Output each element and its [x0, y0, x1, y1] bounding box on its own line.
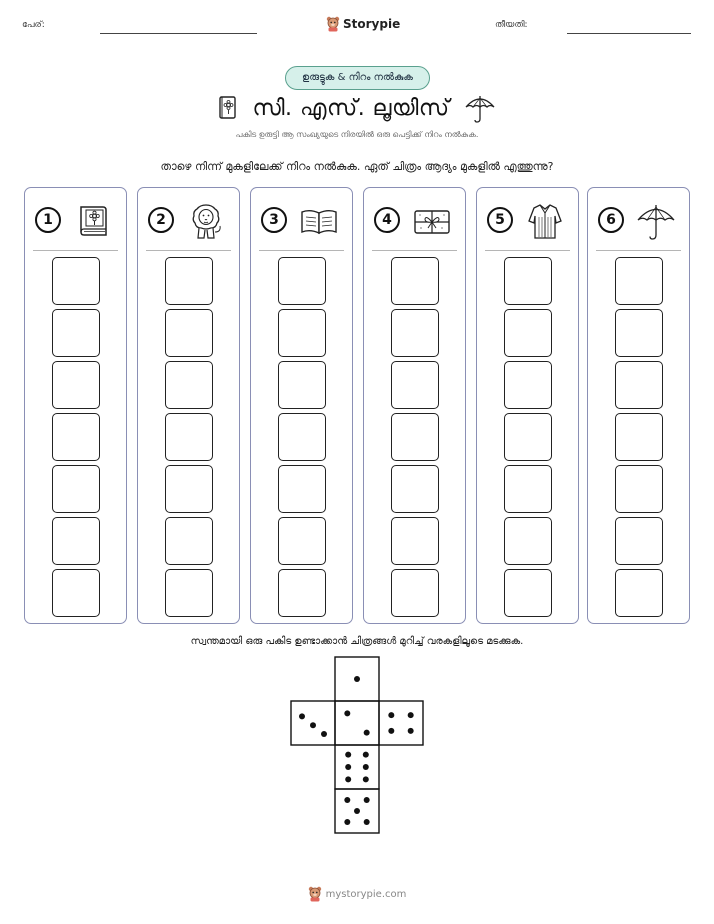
color-box[interactable]	[52, 569, 100, 617]
roll-columns	[24, 187, 690, 624]
color-box[interactable]	[615, 309, 663, 357]
umbrella-icon	[464, 93, 496, 123]
book-icon	[73, 201, 113, 241]
color-box[interactable]	[278, 257, 326, 305]
lion-icon	[186, 201, 226, 241]
color-box[interactable]	[52, 257, 100, 305]
color-box[interactable]	[391, 413, 439, 461]
color-box[interactable]	[391, 517, 439, 565]
column-header	[25, 188, 126, 248]
color-box[interactable]	[615, 569, 663, 617]
footer-url: mystorypie.com	[325, 888, 407, 900]
color-box[interactable]	[504, 569, 552, 617]
die-pip	[363, 752, 369, 758]
name-label: പേര്:	[22, 20, 45, 30]
color-box[interactable]	[391, 309, 439, 357]
color-box[interactable]	[165, 413, 213, 461]
column-divider	[33, 250, 118, 251]
color-box[interactable]	[504, 309, 552, 357]
die-face	[335, 745, 379, 789]
gift-icon	[412, 201, 452, 241]
color-box[interactable]	[615, 465, 663, 513]
title-row	[0, 92, 714, 124]
brand-name: Storypie	[343, 17, 401, 31]
die-pip	[364, 730, 370, 736]
column-divider	[259, 250, 344, 251]
column-5	[476, 187, 579, 624]
column-divider	[485, 250, 570, 251]
color-box[interactable]	[52, 517, 100, 565]
column-number: 1	[35, 207, 61, 233]
die-pip	[299, 713, 305, 719]
die-pip	[344, 797, 350, 803]
color-box[interactable]	[52, 465, 100, 513]
die-pip	[408, 728, 414, 734]
die-face	[291, 701, 335, 745]
die-face	[379, 701, 423, 745]
color-box[interactable]	[165, 465, 213, 513]
die-face	[335, 701, 379, 745]
column-header	[477, 188, 578, 248]
die-pip	[310, 722, 316, 728]
color-box[interactable]	[165, 569, 213, 617]
brand-logo	[326, 14, 400, 34]
column-number: 5	[487, 207, 513, 233]
die-pip	[364, 797, 370, 803]
die-pip	[344, 819, 350, 825]
color-box[interactable]	[615, 413, 663, 461]
die-pip	[345, 776, 351, 782]
color-box[interactable]	[615, 257, 663, 305]
die-pip	[354, 676, 360, 682]
column-number: 4	[374, 207, 400, 233]
die-pip	[363, 776, 369, 782]
die-net-instruction: സ്വന്തമായി ഒരു പകിട ഉണ്ടാക്കാൻ ചിത്രങ്ങൾ മുറിച്ച് വരകളിലൂടെ മടക്കുക.	[190, 636, 524, 647]
column-3	[250, 187, 353, 624]
activity-badge: ഉരുട്ടുക & നിറം നൽകുക	[285, 66, 430, 90]
column-number: 3	[261, 207, 287, 233]
color-box[interactable]	[278, 361, 326, 409]
color-box[interactable]	[52, 413, 100, 461]
die-pip	[321, 731, 327, 737]
color-box[interactable]	[278, 309, 326, 357]
coat-icon	[525, 201, 565, 241]
color-box[interactable]	[391, 361, 439, 409]
die-pip	[388, 712, 394, 718]
color-box[interactable]	[391, 257, 439, 305]
color-box[interactable]	[165, 257, 213, 305]
bear-logo-icon	[326, 16, 340, 32]
color-box[interactable]	[504, 413, 552, 461]
column-2	[137, 187, 240, 624]
die-face	[335, 657, 379, 701]
date-line	[567, 33, 691, 34]
die-face	[335, 789, 379, 833]
page-footer	[0, 884, 714, 904]
die-pip	[408, 712, 414, 718]
color-box[interactable]	[615, 517, 663, 565]
color-box[interactable]	[165, 517, 213, 565]
open-book-icon	[299, 201, 339, 241]
instruction: താഴെ നിന്ന് മുകളിലേക്ക് നിറം നൽകുക. ഏത് ചിത്രം ആദ്യം മുകളിൽ എത്തുന്നു?	[160, 160, 554, 173]
bear-logo-icon	[308, 886, 322, 902]
column-number: 2	[148, 207, 174, 233]
page-header	[0, 14, 714, 38]
color-box[interactable]	[278, 413, 326, 461]
color-box[interactable]	[278, 569, 326, 617]
column-divider	[596, 250, 681, 251]
column-1	[24, 187, 127, 624]
column-divider	[372, 250, 457, 251]
date-label: തീയതി:	[495, 20, 528, 30]
column-header	[588, 188, 689, 248]
color-box[interactable]	[504, 257, 552, 305]
color-box[interactable]	[52, 309, 100, 357]
color-box[interactable]	[278, 465, 326, 513]
umbrella-icon	[636, 201, 676, 241]
color-box[interactable]	[391, 569, 439, 617]
color-box[interactable]	[504, 361, 552, 409]
name-line	[100, 33, 257, 34]
color-box[interactable]	[391, 465, 439, 513]
column-header	[251, 188, 352, 248]
column-6	[587, 187, 690, 624]
color-box[interactable]	[504, 465, 552, 513]
die-pip	[345, 764, 351, 770]
die-pip	[388, 728, 394, 734]
book-icon	[218, 95, 238, 121]
color-box[interactable]	[278, 517, 326, 565]
column-header	[138, 188, 239, 248]
column-number: 6	[598, 207, 624, 233]
column-4	[363, 187, 466, 624]
subtitle: പകിട ഉരുട്ടി ആ സംഖ്യയുടെ നിരയിൽ ഒരു പെട്ടിക്ക് നിറം നൽകുക.	[235, 130, 479, 139]
die-pip	[344, 710, 350, 716]
page-title: സി. എസ്. ലൂയിസ്	[252, 95, 450, 121]
color-box[interactable]	[165, 361, 213, 409]
color-box[interactable]	[52, 361, 100, 409]
die-pip	[364, 819, 370, 825]
color-box[interactable]	[615, 361, 663, 409]
column-header	[364, 188, 465, 248]
color-box[interactable]	[165, 309, 213, 357]
die-pip	[363, 764, 369, 770]
column-divider	[146, 250, 231, 251]
die-pip	[345, 752, 351, 758]
die-pip	[354, 808, 360, 814]
color-box[interactable]	[504, 517, 552, 565]
